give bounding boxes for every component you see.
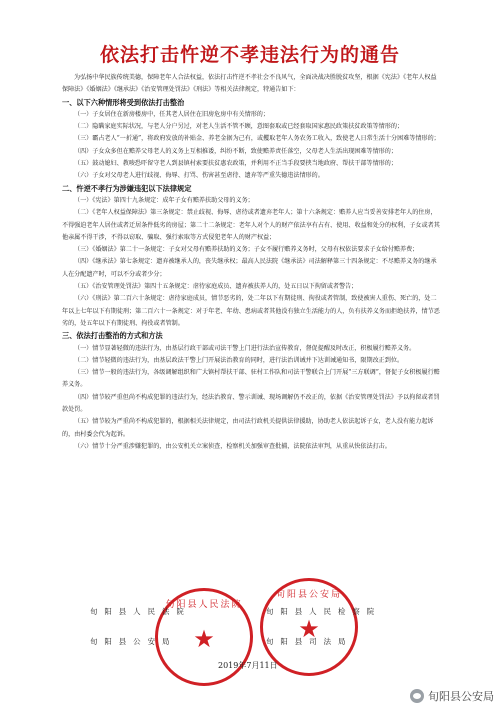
paragraph: （五）《治安管理处罚法》第四十五条规定：虐待家庭成员、遗弃被扶养人的，处五日以下拘留或者警告；: [74, 283, 358, 291]
paragraph: （一）子女居住在新房楼房中，任其老人居住在旧房危房中有关情形的；: [74, 110, 269, 118]
paragraph: （六）情节十分严重涉嫌犯罪的，由公安机关立案侦查，检察机关加强审查批捕，法院依法审判，从重从快依法打击。: [74, 442, 391, 450]
signature-court: 旬阳县人民法院: [90, 607, 191, 616]
signature-procuratorate: 旬阳县人民检察院: [266, 607, 382, 616]
section-heading: 一、以下六种情形将受到依法打击整治: [62, 97, 185, 107]
court-seal-text: 旬阳县人民法院: [165, 600, 243, 610]
paragraph: （五）情节较为严重尚不构成犯罪的，根据相关法律规定，由司法行政机关提供法律援助，协助老人依法起诉子女，老人没有能力起诉的，由村委会代为起诉。: [62, 418, 434, 438]
signature-police: 旬阳县公安局: [90, 637, 177, 646]
paragraph: （四）《继承法》第七条规定：遗弃被继承人的，丧失继承权；最高人民法院《继承法》司法解释第三十四条规定：不尽赡养义务的继承人在分配遗产时，可以不分或者少分；: [62, 258, 437, 278]
paragraph: （一）情节显著轻微的违法行为，由基层行政干部或司法干警上门进行法治宣传教育，督促提醒及时改正，积极履行赡养义务。: [74, 344, 416, 352]
signature-justice: 旬阳县司法局: [266, 637, 353, 646]
watermark-text: 旬阳县公安局: [428, 690, 494, 703]
notice-title: 依法打击忤逆不孝违法行为的通告: [99, 44, 400, 66]
paragraph: （三）《婚姻法》第二十一条规定：子女对父母有赡养扶助的义务；子女不履行赡养义务时，父母有权依法要求子女给付赡养费；: [74, 246, 419, 254]
police-seal-text: 旬阳县公安局: [275, 590, 342, 600]
paragraph: （六）子女对父母老人进行歧视、侮辱、打骂、伤害甚至虐待、遗弃等严重失德违法情形的。: [74, 172, 324, 180]
paragraph: （二）隐瞒家庭实际状况，与老人分户另过，对老人生活不管不顾，意图套取或已经套取国家惠民政策扶贫政策等情形的；: [74, 123, 404, 131]
paragraph: （三）情节一般的违法行为，各级调解组织和广大镇村帮扶干部、驻村工作队和司法干警联合上门开展“三方联调”，督促子女积极履行赡养义务。: [62, 369, 440, 389]
paragraph: （三）霸占老人“一折通”，将政府发放的补贴金、养老金据为己有，或攫取老年人务农务工收入，致使老人日常生活十分困难等情形的；: [74, 135, 440, 143]
star-icon: ★: [298, 615, 320, 643]
paragraph: （六）《刑法》第二百六十条规定：虐待家庭成员，情节恶劣的，处二年以下有期徒刑、拘役或者管制，致使被害人重伤、死亡的，处二年以上七年以下有期徒刑；第二百六十一条规定：对于年老、年幼、患病或者其他没有独立生活能力的人，负有扶养义务而拒绝扶养，情节恶劣的，处五年以下有期徒刑、拘役或者管制。: [62, 295, 440, 327]
star-icon: ★: [193, 625, 215, 653]
paragraph: （二）《老年人权益保障法》第三条规定：禁止歧视、侮辱、虐待或者遗弃老年人；第十六条规定：赡养人应当妥善安排老年人的住房，不得强迫老年人居住或者迁居条件低劣的房屋；第二十二条规定：老年人对个人的财产依法享有占有、使用、收益和处分的权利，子女或者其他亲属不得干涉，不得以窃取、骗取、强行索取等方式侵犯老年人的财产权益；: [62, 209, 440, 241]
watermark: [410, 688, 494, 704]
paragraph: （五）鼓动媳妇、教唆恐吓留守老人到县镇村索要扶贫惠农政策，并利用不正当手段要挟当地政府、帮扶干部等情形的；: [74, 160, 397, 168]
paragraph: （一）《宪法》第四十九条规定：成年子女有赡养扶助父母的义务；: [74, 196, 254, 204]
paragraph: （四）情节较严重但尚不构成犯罪的违法行为，经法治教育、警示训诫、现场调解仍不改正的，依据《治安管理处罚法》予以拘留或者罚款处罚。: [62, 393, 440, 414]
notice-date: 2019年7月11日: [218, 661, 278, 670]
paragraph: 为弘扬中华民族传统美德，保障老年人合法权益，依法打击忤逆不孝社会不良风气，全面决战决胜脱贫攻坚，根据《宪法》《老年人权益保障法》《婚姻法》《继承法》《治安管理处罚法》《刑法》等相关法律规定，特通告如下：: [62, 74, 437, 94]
paragraph: （四）子女众多但在赡养父母老人的义务上互相推诿，纠纷不断，致使赡养责任落空，父母老人生活出现困难等情形的；: [74, 147, 397, 155]
section-heading: 三、依法打击整治的方式和方法: [62, 331, 163, 341]
paragraph: （二）情节轻微的违法行为，由基层政法干警上门开展法治教育的同时，进行法治训诫并下达训诫通知书，限期改正到位。: [74, 356, 404, 364]
section-heading: 二、忤逆不孝行为涉嫌违犯以下法律规定: [62, 183, 192, 193]
notice-body: [62, 72, 442, 453]
wechat-icon: [410, 689, 424, 703]
